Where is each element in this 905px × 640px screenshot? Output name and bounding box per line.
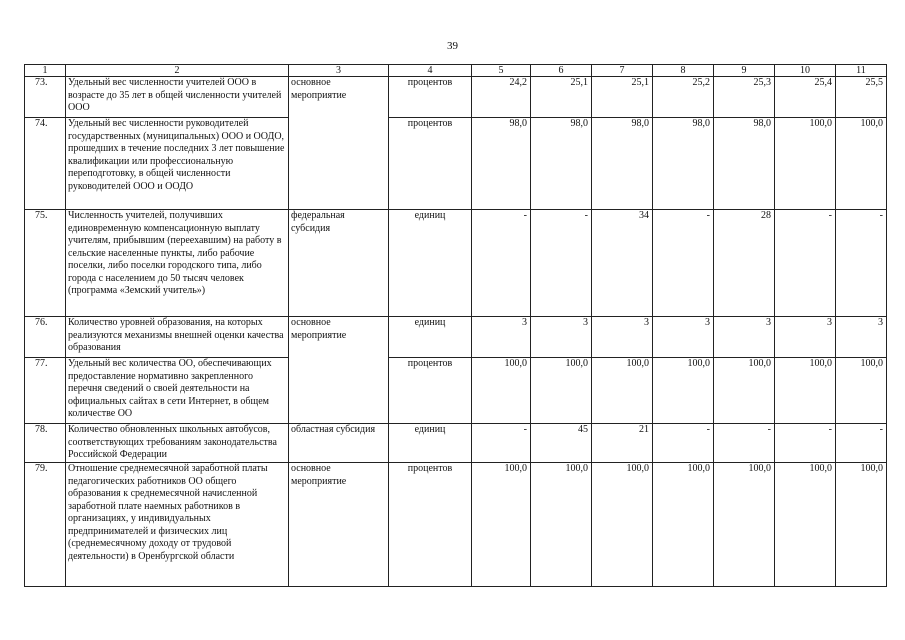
- row-number: 76.: [25, 317, 66, 358]
- value-cell: 100,0: [592, 463, 653, 587]
- table-row: [25, 210, 887, 317]
- value-cell: 25,3: [714, 77, 775, 118]
- value-cell: -: [836, 424, 887, 463]
- table-header-row: [25, 65, 887, 77]
- value-cell: 25,5: [836, 77, 887, 118]
- table-row: [25, 317, 887, 358]
- value-cell: -: [531, 210, 592, 317]
- value-cell: 100,0: [653, 358, 714, 424]
- value-cell: 100,0: [775, 118, 836, 210]
- value-cell: 100,0: [472, 358, 531, 424]
- value-cell: 3: [775, 317, 836, 358]
- value-cell: 3: [836, 317, 887, 358]
- value-cell: 45: [531, 424, 592, 463]
- activity-type: основное мероприятие: [289, 317, 389, 424]
- value-cell: 28: [714, 210, 775, 317]
- value-cell: 3: [472, 317, 531, 358]
- value-cell: 98,0: [592, 118, 653, 210]
- value-cell: 100,0: [531, 358, 592, 424]
- table-row: [25, 358, 887, 424]
- value-cell: 25,2: [653, 77, 714, 118]
- indicator-name: Количество уровней образования, на которых реализуются механизмы внешней оценки качества образования: [66, 317, 289, 358]
- row-number: 79.: [25, 463, 66, 587]
- column-header: 10: [775, 65, 836, 77]
- column-header: 6: [531, 65, 592, 77]
- value-cell: 100,0: [775, 463, 836, 587]
- column-header: 1: [25, 65, 66, 77]
- value-cell: 98,0: [714, 118, 775, 210]
- column-header: 8: [653, 65, 714, 77]
- unit: единиц: [389, 317, 472, 358]
- value-cell: 3: [592, 317, 653, 358]
- value-cell: 100,0: [836, 118, 887, 210]
- value-cell: 100,0: [836, 358, 887, 424]
- indicator-name: Удельный вес количества ОО, обеспечивающих предоставление нормативно закрепленного перечня сведений о своей деятельности на официальных сайтах в сети Интернет, в общем количестве ОО: [66, 358, 289, 424]
- column-header: 11: [836, 65, 887, 77]
- value-cell: 100,0: [775, 358, 836, 424]
- value-cell: -: [472, 210, 531, 317]
- value-cell: 21: [592, 424, 653, 463]
- row-number: 77.: [25, 358, 66, 424]
- value-cell: 100,0: [472, 463, 531, 587]
- value-cell: 25,1: [592, 77, 653, 118]
- value-cell: -: [775, 424, 836, 463]
- indicators-table: [24, 64, 887, 587]
- value-cell: 3: [531, 317, 592, 358]
- indicator-name: Удельный вес численности руководителей государственных (муниципальных) ООО и ООДО, прошедших в течение последних 3 лет повышение квалификации или профессиональную переподготовку, в общей численности руководителей ООО и ООДО: [66, 118, 289, 210]
- activity-type: областная субсидия: [289, 424, 389, 463]
- unit: процентов: [389, 118, 472, 210]
- value-cell: -: [472, 424, 531, 463]
- value-cell: 100,0: [653, 463, 714, 587]
- value-cell: 98,0: [531, 118, 592, 210]
- value-cell: 34: [592, 210, 653, 317]
- value-cell: 100,0: [714, 358, 775, 424]
- column-header: 9: [714, 65, 775, 77]
- unit: процентов: [389, 77, 472, 118]
- table-row: [25, 77, 887, 118]
- column-header: 7: [592, 65, 653, 77]
- value-cell: 100,0: [836, 463, 887, 587]
- value-cell: 25,4: [775, 77, 836, 118]
- unit: единиц: [389, 424, 472, 463]
- value-cell: 25,1: [531, 77, 592, 118]
- value-cell: -: [775, 210, 836, 317]
- row-number: 73.: [25, 77, 66, 118]
- unit: единиц: [389, 210, 472, 317]
- column-header: 4: [389, 65, 472, 77]
- indicator-name: Удельный вес численности учителей ООО в возрасте до 35 лет в общей численности учителей ООО: [66, 77, 289, 118]
- value-cell: -: [714, 424, 775, 463]
- value-cell: 24,2: [472, 77, 531, 118]
- value-cell: 3: [714, 317, 775, 358]
- value-cell: -: [836, 210, 887, 317]
- value-cell: -: [653, 424, 714, 463]
- page-number: 39: [447, 40, 458, 52]
- activity-type: федеральная субсидия: [289, 210, 389, 317]
- unit: процентов: [389, 358, 472, 424]
- value-cell: 3: [653, 317, 714, 358]
- value-cell: 98,0: [653, 118, 714, 210]
- indicator-name: Количество обновленных школьных автобусов, соответствующих требованиям законодательства Российской Федерации: [66, 424, 289, 463]
- activity-type: основное мероприятие: [289, 77, 389, 210]
- column-header: 2: [66, 65, 289, 77]
- table-row: [25, 118, 887, 210]
- unit: процентов: [389, 463, 472, 587]
- indicator-name: Отношение среднемесячной заработной платы педагогических работников ОО общего образования к среднемесячной начисленной заработной плате наемных работников в организациях, у индивидуальных предпринимателей и физических лиц (среднемесячному доходу от трудовой деятельности) в Оренбургской области: [66, 463, 289, 587]
- table-row: [25, 463, 887, 587]
- activity-type: основное мероприятие: [289, 463, 389, 587]
- column-header: 3: [289, 65, 389, 77]
- indicator-name: Численность учителей, получивших единовременную компенсационную выплату учителям, прибывшим (переехавшим) на работу в сельские населенные пункты, либо рабочие поселки, либо поселки городского типа, либо города с населением до 50 тысяч человек (программа «Земский учитель»): [66, 210, 289, 317]
- value-cell: 100,0: [592, 358, 653, 424]
- column-header: 5: [472, 65, 531, 77]
- table-row: [25, 424, 887, 463]
- row-number: 75.: [25, 210, 66, 317]
- value-cell: 100,0: [531, 463, 592, 587]
- value-cell: 100,0: [714, 463, 775, 587]
- value-cell: 98,0: [472, 118, 531, 210]
- value-cell: -: [653, 210, 714, 317]
- row-number: 78.: [25, 424, 66, 463]
- row-number: 74.: [25, 118, 66, 210]
